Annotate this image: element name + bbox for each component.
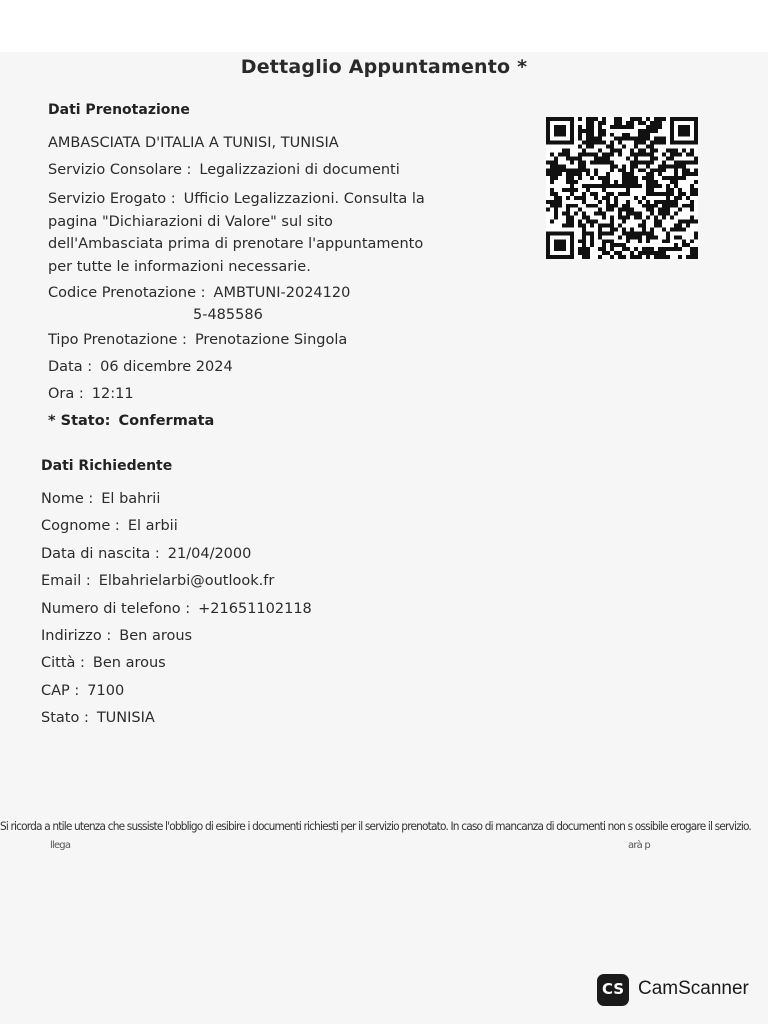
camscanner-logo: CS bbox=[597, 974, 629, 1006]
date-row bbox=[48, 359, 233, 375]
applicant-field-birthdate bbox=[41, 546, 251, 562]
consular-service-label: Servizio Consolare : bbox=[48, 162, 192, 178]
applicant-field-email bbox=[41, 573, 274, 589]
applicant-field-name bbox=[41, 491, 160, 507]
embassy-name: AMBASCIATA D'ITALIA A TUNISI, TUNISIA bbox=[48, 135, 339, 151]
field-value: +21651102118 bbox=[198, 601, 312, 617]
status-row bbox=[48, 413, 214, 429]
applicant-field-surname bbox=[41, 518, 178, 534]
field-value: Ben arous bbox=[92, 655, 166, 671]
date-value: 06 dicembre 2024 bbox=[100, 359, 233, 375]
field-label: Indirizzo : bbox=[41, 628, 112, 644]
field-value: El bahrii bbox=[101, 491, 161, 507]
notice-fragment-left: llega bbox=[50, 840, 71, 851]
service-provided-label: Servizio Erogato : bbox=[48, 191, 176, 207]
field-value: 21/04/2000 bbox=[167, 546, 252, 562]
service-provided-row bbox=[48, 188, 428, 278]
booking-code-value-line1: AMBTUNI-2024120 bbox=[213, 285, 351, 301]
field-label: Email : bbox=[41, 573, 91, 589]
booking-type-value: Prenotazione Singola bbox=[194, 332, 348, 348]
date-label: Data : bbox=[48, 359, 93, 375]
consular-service-value: Legalizzazioni di documenti bbox=[199, 162, 400, 178]
booking-code-row bbox=[48, 282, 351, 323]
booking-type-label: Tipo Prenotazione : bbox=[48, 332, 187, 348]
applicant-section-title: Dati Richiedente bbox=[41, 458, 173, 474]
qr-code bbox=[546, 117, 698, 259]
page-top-band bbox=[0, 0, 768, 52]
applicant-field-phone bbox=[41, 601, 312, 617]
time-row bbox=[48, 386, 134, 402]
booking-code-value-line2: 5-485586 bbox=[193, 307, 263, 323]
notice-text: Si ricorda a ntile utenza che sussiste l'obbligo di esibire i documenti richiesti per il servizio prenotato. In caso di mancanza di documenti non s ossibile erogare il servizio. bbox=[0, 819, 751, 833]
applicant-field-city bbox=[41, 655, 166, 671]
booking-type-row bbox=[48, 332, 347, 348]
field-label: Città : bbox=[41, 655, 85, 671]
time-value: 12:11 bbox=[91, 386, 134, 402]
applicant-field-country bbox=[41, 710, 155, 726]
applicant-field-postcode bbox=[41, 683, 124, 699]
camscanner-brand: CamScanner bbox=[638, 978, 749, 999]
field-label: Numero di telefono : bbox=[41, 601, 191, 617]
status-badge: Confermata bbox=[118, 413, 215, 429]
field-value: El arbii bbox=[127, 518, 178, 534]
booking-code-label: Codice Prenotazione : bbox=[48, 285, 206, 301]
status-label: * Stato: bbox=[48, 413, 111, 429]
field-label: Data di nascita : bbox=[41, 546, 160, 562]
applicant-field-address bbox=[41, 628, 192, 644]
field-value: TUNISIA bbox=[96, 710, 155, 726]
time-label: Ora : bbox=[48, 386, 84, 402]
notice-fragment-right: arà p bbox=[628, 840, 650, 851]
consular-service-row bbox=[48, 162, 400, 178]
booking-section-title: Dati Prenotazione bbox=[48, 102, 190, 118]
page-title: Dettaglio Appuntamento * bbox=[240, 56, 528, 78]
field-label: Stato : bbox=[41, 710, 89, 726]
field-label: Cognome : bbox=[41, 518, 120, 534]
field-value: Ben arous bbox=[119, 628, 193, 644]
service-provided-value: Ufficio Legalizzazioni. Consulta la pagina "Dichiarazioni di Valore" sul sito dell'Ambasciata prima di prenotare l'appuntamento per tutte le informazioni necessarie. bbox=[48, 191, 425, 275]
field-label: CAP : bbox=[41, 683, 80, 699]
field-label: Nome : bbox=[41, 491, 94, 507]
field-value: 7100 bbox=[87, 683, 125, 699]
field-value: Elbahrielarbi@outlook.fr bbox=[98, 573, 275, 589]
